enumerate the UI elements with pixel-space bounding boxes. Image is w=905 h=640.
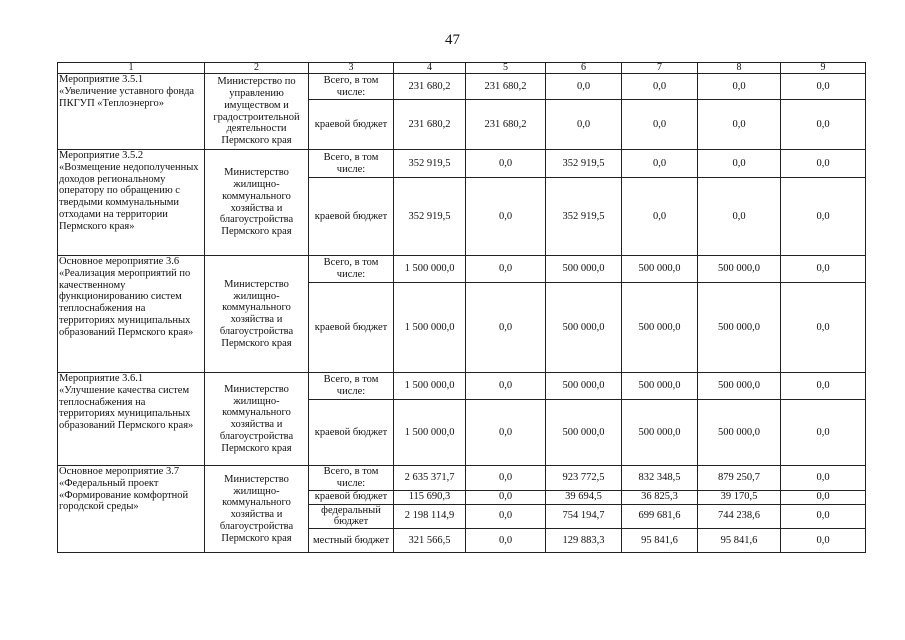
measure-name: Основное мероприятие 3.7 «Федеральный проект «Формирование комфортной городской среды» [58, 466, 205, 553]
column-header: 5 [466, 63, 546, 74]
amount-cell: 500 000,0 [622, 400, 698, 466]
amount-cell: 39 694,5 [546, 490, 622, 504]
column-header: 4 [394, 63, 466, 74]
amount-cell: 352 919,5 [394, 150, 466, 178]
responsible-executor: Министерство жилищно-коммунального хозяйства и благоустройства Пермского края [205, 150, 309, 256]
funding-source: Всего, в том числе: [309, 373, 394, 400]
amount-cell: 352 919,5 [546, 150, 622, 178]
funding-source: краевой бюджет [309, 490, 394, 504]
amount-cell: 1 500 000,0 [394, 283, 466, 373]
amount-cell: 0,0 [622, 178, 698, 256]
amount-cell: 832 348,5 [622, 466, 698, 491]
funding-source: Всего, в том числе: [309, 466, 394, 491]
amount-cell: 0,0 [781, 466, 866, 491]
column-header: 2 [205, 63, 309, 74]
responsible-executor: Министерство жилищно-коммунального хозяйства и благоустройства Пермского края [205, 256, 309, 373]
amount-cell: 500 000,0 [622, 256, 698, 283]
amount-cell: 0,0 [466, 400, 546, 466]
amount-cell: 754 194,7 [546, 504, 622, 529]
amount-cell: 231 680,2 [466, 100, 546, 150]
amount-cell: 0,0 [622, 100, 698, 150]
funding-source: местный бюджет [309, 529, 394, 553]
table-row [58, 256, 866, 283]
amount-cell: 500 000,0 [546, 400, 622, 466]
funding-source: федеральный бюджет [309, 504, 394, 529]
amount-cell: 500 000,0 [546, 373, 622, 400]
table-body [58, 74, 866, 553]
amount-cell: 699 681,6 [622, 504, 698, 529]
amount-cell: 0,0 [466, 373, 546, 400]
amount-cell: 0,0 [466, 466, 546, 491]
table-row [58, 74, 866, 100]
amount-cell: 95 841,6 [622, 529, 698, 553]
amount-cell: 0,0 [622, 74, 698, 100]
amount-cell: 879 250,7 [698, 466, 781, 491]
amount-cell: 0,0 [781, 178, 866, 256]
column-header: 1 [58, 63, 205, 74]
amount-cell: 500 000,0 [622, 373, 698, 400]
amount-cell: 0,0 [781, 529, 866, 553]
column-header: 7 [622, 63, 698, 74]
amount-cell: 0,0 [546, 100, 622, 150]
amount-cell: 36 825,3 [622, 490, 698, 504]
amount-cell: 352 919,5 [546, 178, 622, 256]
funding-source: краевой бюджет [309, 178, 394, 256]
budget-table [57, 62, 866, 553]
funding-source: Всего, в том числе: [309, 74, 394, 100]
measure-name: Мероприятие 3.5.2 «Возмещение недополученных доходов региональному оператору по обращению с твердыми коммунальными отходами на территории Пермского края» [58, 150, 205, 256]
amount-cell: 500 000,0 [698, 283, 781, 373]
amount-cell: 0,0 [466, 283, 546, 373]
funding-source: Всего, в том числе: [309, 256, 394, 283]
amount-cell: 0,0 [466, 504, 546, 529]
amount-cell: 1 500 000,0 [394, 373, 466, 400]
table-row [58, 466, 866, 491]
amount-cell: 0,0 [781, 490, 866, 504]
amount-cell: 231 680,2 [394, 100, 466, 150]
amount-cell: 352 919,5 [394, 178, 466, 256]
amount-cell: 1 500 000,0 [394, 256, 466, 283]
amount-cell: 0,0 [466, 150, 546, 178]
amount-cell: 500 000,0 [698, 400, 781, 466]
funding-source: краевой бюджет [309, 283, 394, 373]
amount-cell: 0,0 [781, 74, 866, 100]
amount-cell: 2 635 371,7 [394, 466, 466, 491]
amount-cell: 129 883,3 [546, 529, 622, 553]
measure-name: Мероприятие 3.5.1 «Увеличение уставного фонда ПКГУП «Теплоэнерго» [58, 74, 205, 150]
measure-name: Основное мероприятие 3.6 «Реализация мероприятий по качественному функционированию систем теплоснабжения на территориях муниципальных образований Пермского края» [58, 256, 205, 373]
amount-cell: 500 000,0 [698, 373, 781, 400]
amount-cell: 0,0 [622, 150, 698, 178]
page-number: 47 [445, 32, 460, 48]
amount-cell: 0,0 [698, 100, 781, 150]
amount-cell: 923 772,5 [546, 466, 622, 491]
amount-cell: 0,0 [781, 373, 866, 400]
amount-cell: 500 000,0 [698, 256, 781, 283]
responsible-executor: Министерство жилищно-коммунального хозяйства и благоустройства Пермского края [205, 466, 309, 553]
funding-source: краевой бюджет [309, 400, 394, 466]
amount-cell: 0,0 [781, 283, 866, 373]
column-header: 8 [698, 63, 781, 74]
column-header: 9 [781, 63, 866, 74]
amount-cell: 0,0 [781, 150, 866, 178]
funding-source: краевой бюджет [309, 100, 394, 150]
column-header: 3 [309, 63, 394, 74]
amount-cell: 0,0 [781, 256, 866, 283]
amount-cell: 95 841,6 [698, 529, 781, 553]
column-header: 6 [546, 63, 622, 74]
amount-cell: 39 170,5 [698, 490, 781, 504]
amount-cell: 115 690,3 [394, 490, 466, 504]
amount-cell: 1 500 000,0 [394, 400, 466, 466]
amount-cell: 0,0 [698, 74, 781, 100]
amount-cell: 231 680,2 [394, 74, 466, 100]
amount-cell: 0,0 [781, 100, 866, 150]
table-row [58, 373, 866, 400]
amount-cell: 500 000,0 [546, 256, 622, 283]
funding-source: Всего, в том числе: [309, 150, 394, 178]
amount-cell: 0,0 [781, 504, 866, 529]
amount-cell: 0,0 [466, 490, 546, 504]
responsible-executor: Министерство по управлению имуществом и градостроительной деятельности Пермского края [205, 74, 309, 150]
amount-cell: 231 680,2 [466, 74, 546, 100]
amount-cell: 744 238,6 [698, 504, 781, 529]
amount-cell: 0,0 [466, 529, 546, 553]
responsible-executor: Министерство жилищно-коммунального хозяйства и благоустройства Пермского края [205, 373, 309, 466]
amount-cell: 500 000,0 [546, 283, 622, 373]
amount-cell: 0,0 [698, 150, 781, 178]
amount-cell: 0,0 [466, 178, 546, 256]
amount-cell: 321 566,5 [394, 529, 466, 553]
amount-cell: 0,0 [781, 400, 866, 466]
amount-cell: 500 000,0 [622, 283, 698, 373]
measure-name: Мероприятие 3.6.1 «Улучшение качества систем теплоснабжения на территориях муниципальных образований Пермского края» [58, 373, 205, 466]
amount-cell: 0,0 [698, 178, 781, 256]
amount-cell: 0,0 [546, 74, 622, 100]
amount-cell: 0,0 [466, 256, 546, 283]
table-row [58, 150, 866, 178]
amount-cell: 2 198 114,9 [394, 504, 466, 529]
header-row [58, 63, 866, 74]
